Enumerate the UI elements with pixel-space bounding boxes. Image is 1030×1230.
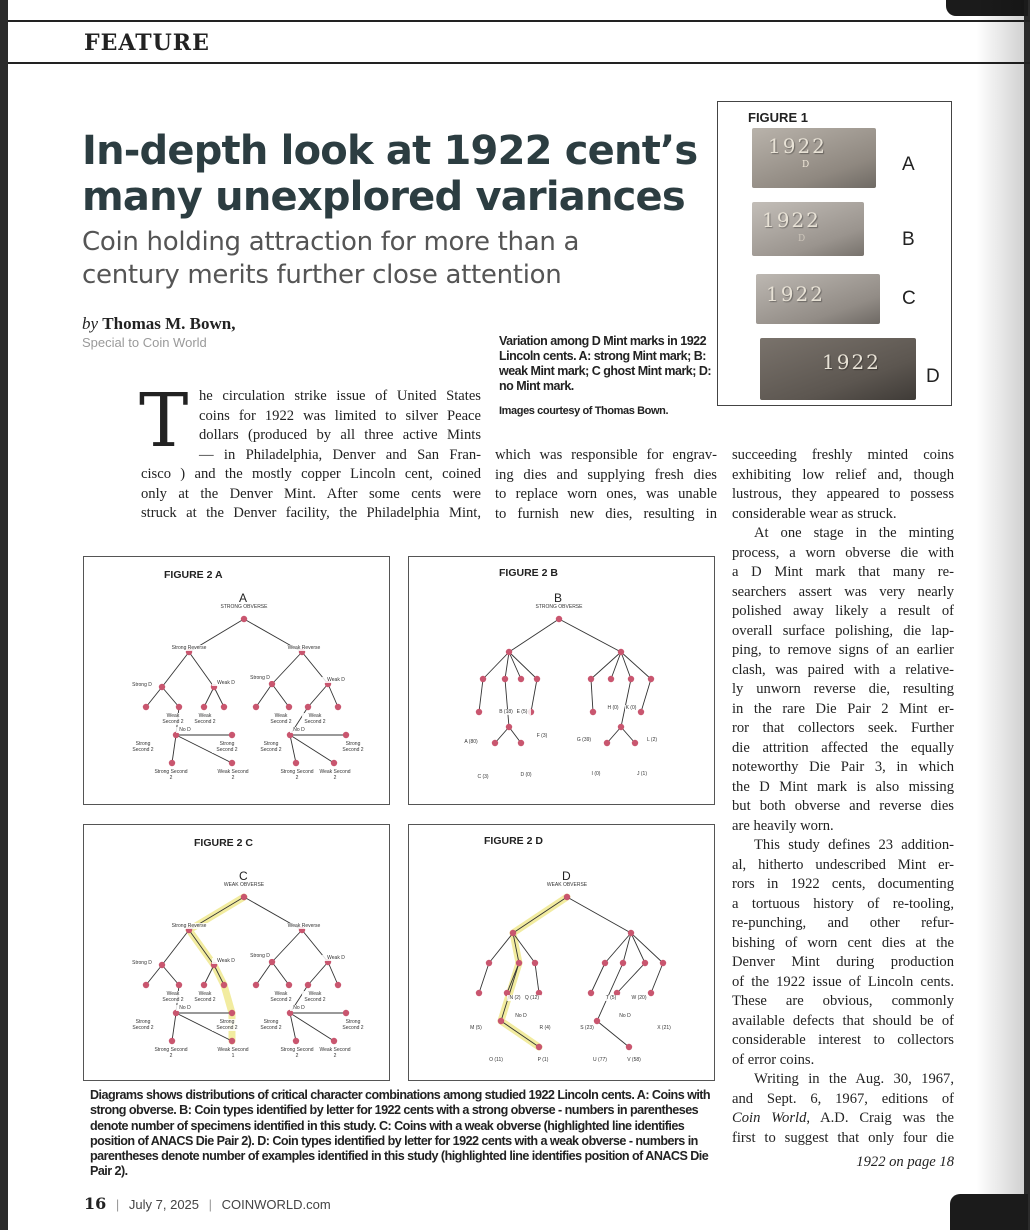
tree-node [143, 704, 149, 710]
body-line: noteworthy Die Pair 3, in which [732, 759, 954, 775]
node-label: Strong Second 2 [280, 769, 314, 781]
node-label: Weak Second 2 [192, 991, 218, 1003]
coin-year: 1922 [768, 134, 827, 158]
body-line: polished away likely a result of [732, 603, 954, 619]
tree-edge [272, 930, 302, 962]
node-label: No D [176, 727, 194, 733]
tree-node [269, 681, 275, 687]
tree-edge [328, 684, 338, 707]
tree-edge [162, 965, 179, 985]
tree-edge [162, 930, 189, 965]
tree-node [269, 959, 275, 965]
tree-node [590, 709, 596, 715]
tree-edge [189, 930, 214, 965]
body-line: only at the Denver Mint. After some cents were [141, 485, 481, 502]
tree-node [343, 1010, 349, 1016]
body-column-1 [199, 387, 481, 465]
body-line: Coin World, A.D. Craig was the [732, 1110, 954, 1126]
tree-node [648, 676, 654, 682]
node-label: Weak Second 2 [268, 713, 294, 725]
body-line: ping, to remove signs of an earlier [732, 642, 954, 658]
body-line: and Sept. 6, 1967, editions of [732, 1090, 954, 1107]
tree-edge [290, 1013, 334, 1041]
root-label: STRONG OBVERSE [220, 604, 268, 610]
node-label: W (20) [629, 995, 649, 1001]
node-label: Weak D [212, 680, 240, 686]
body-line: ing dies and supplying fresh dies [495, 466, 717, 483]
tree-edge [559, 619, 621, 652]
coin-image-d [760, 338, 916, 400]
tree-node [229, 1010, 235, 1016]
tree-node [159, 684, 165, 690]
tree-edge [651, 963, 663, 993]
node-label: Strong Second 2 [280, 1047, 314, 1059]
node-label: X (21) [655, 1025, 673, 1031]
body-line: These are obvious, commonly [732, 993, 954, 1009]
tree-node [201, 704, 207, 710]
section-rule [8, 62, 1030, 64]
node-label: No D [290, 1005, 308, 1011]
tree-node [169, 1038, 175, 1044]
body-line: overall surface polishing, die lap- [732, 622, 954, 639]
body-line: searchers assert was very nearly [732, 583, 954, 600]
tree-node [335, 704, 341, 710]
body-line: process, a worn obverse die with [732, 544, 954, 561]
figure-2a [83, 556, 390, 805]
tree-node [532, 960, 538, 966]
node-label: I (0) [587, 771, 605, 777]
tree-node [176, 982, 182, 988]
magazine-page [8, 0, 1024, 1230]
node-label: Weak Second 2 [217, 769, 249, 781]
tree-edge [308, 962, 328, 985]
node-label: No D [617, 1013, 633, 1019]
tree-node [604, 740, 610, 746]
coin-label-b: B [902, 229, 915, 250]
tree-node [169, 760, 175, 766]
body-column-3 [732, 446, 954, 1148]
node-label: Weak Second 2 [302, 713, 328, 725]
body-line: ror that collectors seek. Further [732, 720, 954, 736]
coin-year: 1922 [762, 208, 821, 232]
node-label: Weak Second 1 [217, 1047, 249, 1059]
tree-edge [483, 652, 509, 679]
node-label: Weak D [322, 955, 350, 961]
node-label: H (0) [607, 705, 619, 711]
panel-letter: B [554, 591, 563, 605]
tree-edge [531, 679, 537, 712]
tree-edge [290, 735, 296, 763]
tree-edge [204, 687, 214, 707]
figure-1-credit: Images courtesy of Thomas Bown. [499, 405, 669, 417]
node-label: Strong D [128, 682, 156, 688]
coin-label-d: D [926, 366, 940, 387]
panel-letter: A [239, 591, 248, 605]
node-label: V (58) [625, 1057, 643, 1063]
tree-edge [272, 652, 302, 684]
tree-node [241, 894, 247, 900]
tree-edge [501, 1021, 539, 1047]
figure-2-panel-title: FIGURE 2 B [499, 567, 558, 579]
tree-node [476, 990, 482, 996]
coin-year: 1922 [766, 282, 825, 306]
tree-node [331, 1038, 337, 1044]
tree-node [506, 649, 512, 655]
tree-edge [146, 965, 162, 985]
section-label: FEATURE [84, 30, 210, 56]
body-column-1-wide [141, 465, 481, 524]
body-line: al, hitherto undescribed Mint er- [732, 856, 954, 873]
node-label: Weak D [322, 677, 350, 683]
body-line: are heavily worn. [732, 817, 834, 834]
tree-edge [513, 897, 567, 933]
body-line: a tortuous history of re-tooling, [732, 895, 954, 912]
tree-node [343, 732, 349, 738]
node-label: Weak Second 2 [160, 991, 186, 1003]
body-line: considerable wear as struck. [732, 505, 897, 522]
tree-node [159, 962, 165, 968]
node-label: E (5) [513, 709, 531, 715]
node-label: P (1) [535, 1057, 551, 1063]
node-label: Q (12) [524, 995, 540, 1001]
tree-node [253, 982, 259, 988]
figure-1-caption: Variation among D Mint marks in 1922 Lincoln cents. A: strong Mint mark; B: weak Mint mark; C ghost Mint mark; D: no Mint mark. [499, 334, 712, 393]
tree-edge [290, 1013, 296, 1041]
tree-edge [214, 687, 224, 707]
node-label: L (2) [643, 737, 661, 743]
tree-node [626, 1044, 632, 1050]
tree-node [221, 982, 227, 988]
tree-node [476, 709, 482, 715]
coin-year: 1922 [822, 350, 881, 374]
tree-node [305, 704, 311, 710]
tree-node [286, 704, 292, 710]
node-label: C (3) [473, 774, 493, 780]
node-label: Strong D [246, 675, 274, 681]
tree-node [506, 724, 512, 730]
site-name: COINWORLD.com [221, 1197, 331, 1212]
node-label: Strong Second 2 [256, 741, 286, 753]
node-label: B (18) [495, 709, 517, 715]
node-label: Weak Second 2 [319, 769, 351, 781]
viewer-corner-tab [950, 1194, 1028, 1230]
tree-node [638, 709, 644, 715]
tree-edge [172, 1013, 176, 1041]
tree-edge [509, 652, 537, 679]
body-line: the D Mint mark is also missing [732, 778, 954, 795]
tree-node [305, 982, 311, 988]
tree-edge [591, 679, 593, 712]
node-label: Strong Second 2 [256, 1019, 286, 1031]
tree-edge [479, 679, 483, 712]
body-line: clash, was paired with a relative- [732, 661, 954, 678]
body-line: cisco ) and the mostly copper Lincoln cent, coined [141, 466, 481, 482]
tree-edge [597, 1021, 629, 1047]
node-label: Weak Second 2 [302, 991, 328, 1003]
headline: In-depth look at 1922 cent’s many unexplored variances [82, 128, 698, 220]
tree-edge [489, 933, 513, 963]
node-label: G (39) [573, 737, 595, 743]
node-label: Strong Second 2 [154, 1047, 188, 1059]
node-label: D (0) [517, 772, 535, 778]
body-line: exhibiting low relief and, though [732, 466, 954, 483]
top-rule [8, 20, 1030, 22]
node-label: No D [513, 1013, 529, 1019]
coin-image-b [752, 202, 864, 256]
continued-line: 1922 on page 18 [856, 1154, 954, 1170]
body-line: Denver Mint during production [732, 954, 954, 970]
tree-node [632, 740, 638, 746]
tree-node [628, 676, 634, 682]
tree-node [229, 1038, 235, 1044]
tree-edge [162, 652, 189, 687]
node-label: Weak Reverse [284, 923, 324, 929]
coin-image-a [752, 128, 876, 188]
tree-node [510, 930, 516, 936]
figure-2-panel-title: FIGURE 2 C [194, 837, 253, 849]
body-line: Writing in the Aug. 30, 1967, [754, 1071, 954, 1087]
tree-edge [505, 679, 509, 727]
tree-edge [631, 933, 663, 963]
issue-date: July 7, 2025 [128, 1197, 200, 1212]
body-line: in the rare Die Pair 2 Mint er- [732, 700, 954, 717]
body-line: first to suggest that only four die [732, 1129, 954, 1146]
tree-diagram [409, 825, 714, 1080]
node-label: Strong Reverse [169, 923, 209, 929]
node-label: N (2) [507, 995, 523, 1001]
body-line: considerable interest to collectors [732, 1032, 954, 1048]
body-line: struck at the Denver facility, the Philadelphia Mint, [141, 505, 481, 521]
node-label: Strong D [128, 960, 156, 966]
tree-node [229, 760, 235, 766]
tree-edge [509, 619, 559, 652]
body-line: of the 1922 issue of Lincoln cents. [732, 973, 954, 990]
tree-node [516, 960, 522, 966]
footer-divider: | [115, 1197, 120, 1212]
node-label: M (5) [467, 1025, 485, 1031]
node-label: Strong Second 2 [338, 1019, 368, 1031]
node-label: Strong Second 2 [154, 769, 188, 781]
drop-cap: T [139, 378, 189, 464]
body-line: coins for 1922 was limited to silver Peace [199, 407, 481, 424]
body-line: but both obverse and reverse dies [732, 798, 954, 814]
page-number: 16 [84, 1194, 107, 1213]
body-line: available defects that should be of [732, 1012, 954, 1029]
node-label: S (23) [577, 1025, 597, 1031]
tree-node [331, 760, 337, 766]
node-label: J (1) [633, 771, 651, 777]
tree-node [293, 1038, 299, 1044]
tree-node [176, 704, 182, 710]
tree-node [536, 1044, 542, 1050]
byline-role: Special to Coin World [82, 335, 207, 350]
figure-1-title: FIGURE 1 [748, 110, 808, 125]
node-label: T (5) [603, 995, 619, 1001]
node-label: F (3) [533, 733, 551, 739]
body-line: dollars (produced by all three active Mints [199, 427, 481, 443]
body-line: re-punching, and other refur- [732, 915, 954, 931]
node-label: O (11) [487, 1057, 505, 1063]
node-label: Weak Second 2 [319, 1047, 351, 1059]
tree-node [480, 676, 486, 682]
tree-node [588, 990, 594, 996]
body-line: succeeding freshly minted coins [732, 447, 954, 463]
node-label: Weak Second 2 [268, 991, 294, 1003]
body-line: lustrous, they appeared to possess [732, 486, 954, 502]
tree-node [241, 616, 247, 622]
coin-image-c [756, 274, 880, 324]
node-label: No D [290, 727, 308, 733]
node-label: R (4) [537, 1025, 553, 1031]
deck: Coin holding attraction for more than a century merits further close attention [82, 227, 580, 290]
tree-edge [535, 963, 539, 993]
tree-edge [621, 679, 631, 727]
body-line: he circulation strike issue of United States [199, 388, 481, 404]
root-label: WEAK OBVERSE [546, 882, 588, 888]
tree-diagram [84, 825, 389, 1080]
tree-edge [162, 687, 179, 707]
byline-by: by [82, 314, 99, 333]
tree-node [642, 960, 648, 966]
tree-node [143, 982, 149, 988]
footer-divider: | [208, 1197, 213, 1212]
tree-edge [621, 652, 651, 679]
tree-edge [509, 652, 521, 679]
tree-node [518, 740, 524, 746]
node-label: Strong D [246, 953, 274, 959]
body-line: — in Philadelphia, Denver and San Fran- [199, 446, 481, 463]
coin-label-c: C [902, 288, 916, 309]
coin-label-a: A [902, 154, 915, 175]
tree-node [286, 982, 292, 988]
tree-node [502, 676, 508, 682]
tree-node [588, 676, 594, 682]
tree-edge [479, 963, 489, 993]
body-line: a D Mint mark that many re- [732, 564, 954, 580]
node-label: Strong Second 2 [212, 741, 242, 753]
byline-name: Thomas M. Bown, [102, 314, 236, 333]
node-label: K (0) [625, 705, 637, 711]
tree-edge [591, 652, 621, 679]
tree-node [602, 960, 608, 966]
tree-node [594, 1018, 600, 1024]
figure-2c [83, 824, 390, 1081]
body-column-2 [495, 446, 717, 524]
body-line: to replace worn ones, was unable [495, 486, 717, 502]
node-label: A (80) [459, 739, 483, 745]
highlight-path [224, 985, 232, 1013]
body-line: At one stage in the minting [754, 525, 954, 541]
panel-letter: C [239, 869, 248, 883]
body-line: die attrition affected the equally [732, 739, 954, 756]
tree-edge [641, 679, 651, 712]
body-line: bishing of worn cent dies at the [732, 934, 954, 951]
node-label: Strong Second 2 [338, 741, 368, 753]
tree-edge [290, 735, 334, 763]
page-curl-shadow [976, 0, 1024, 1230]
tree-node [564, 894, 570, 900]
root-label: STRONG OBVERSE [535, 604, 583, 610]
node-label: Strong Second 2 [128, 1019, 158, 1031]
figure-2-panel-title: FIGURE 2 D [484, 835, 543, 847]
tree-node [660, 960, 666, 966]
node-label: Strong Second 2 [128, 741, 158, 753]
tree-node [492, 740, 498, 746]
byline [82, 314, 235, 334]
tree-node [556, 616, 562, 622]
node-label: Weak D [212, 958, 240, 964]
tree-node [618, 649, 624, 655]
tree-node [253, 704, 259, 710]
tree-node [498, 1018, 504, 1024]
node-label: Strong Second 2 [212, 1019, 242, 1031]
panel-letter: D [562, 869, 571, 883]
tree-node [229, 732, 235, 738]
tree-edge [272, 962, 289, 985]
body-line: This study defines 23 addition- [754, 837, 954, 853]
body-line: ly unworn reverse die, resulting [732, 681, 954, 697]
tree-node [518, 676, 524, 682]
figure-2d [408, 824, 715, 1081]
root-label: WEAK OBVERSE [223, 882, 265, 888]
figure-2b [408, 556, 715, 805]
tree-node [293, 760, 299, 766]
tree-edge [308, 684, 328, 707]
node-label: No D [176, 1005, 194, 1011]
tree-node [534, 676, 540, 682]
body-line: to furnish new dies, resulting in [495, 505, 717, 522]
tree-node [486, 960, 492, 966]
tree-node [620, 960, 626, 966]
coin-mint-mark: D [798, 234, 806, 244]
tree-edge [256, 684, 272, 707]
tree-edge [272, 684, 289, 707]
tree-edge [328, 962, 338, 985]
tree-edge [256, 962, 272, 985]
body-line: of error coins. [732, 1051, 815, 1068]
tree-edge [146, 687, 162, 707]
node-label: Weak Second 2 [192, 713, 218, 725]
tree-node [618, 724, 624, 730]
tree-node [628, 930, 634, 936]
page-footer [84, 1194, 331, 1213]
node-label: Strong Reverse [169, 645, 209, 651]
tree-edge [189, 652, 214, 687]
body-line: which was responsible for engrav- [495, 447, 717, 463]
tree-edge [591, 963, 605, 993]
tree-node [201, 982, 207, 988]
figure-2-caption: Diagrams shows distributions of critical character combinations among studied 1922 Lincoln cents. A: Coins with strong obverse. B: Coin types identified by letter for 1922 cents with a strong obverse - numbers in parentheses denote number of specimens identified in this study. C: Coins with a weak obverse (highlighted line identifies position of ANACS Die Pair 2). D: Coin types identified by letter for 1922 cents with a weak obverse - numbers in parentheses denote number of examples identified in this study (highlighted line identifies position of ANACS Die Pair 2). [90, 1088, 711, 1179]
node-label: U (77) [591, 1057, 609, 1063]
node-label: Weak Second 2 [160, 713, 186, 725]
tree-node [335, 982, 341, 988]
body-line: rors in 1922 cents, documenting [732, 876, 954, 892]
tree-node [221, 704, 227, 710]
coin-mint-mark: D [802, 160, 810, 170]
tree-edge [631, 933, 645, 963]
tree-node [608, 676, 614, 682]
tree-edge [204, 965, 214, 985]
figure-2-panel-title: FIGURE 2 A [164, 569, 223, 581]
tree-edge [172, 735, 176, 763]
node-label: Weak Reverse [284, 645, 324, 651]
figure-1 [717, 101, 952, 406]
tree-edge [567, 897, 631, 933]
